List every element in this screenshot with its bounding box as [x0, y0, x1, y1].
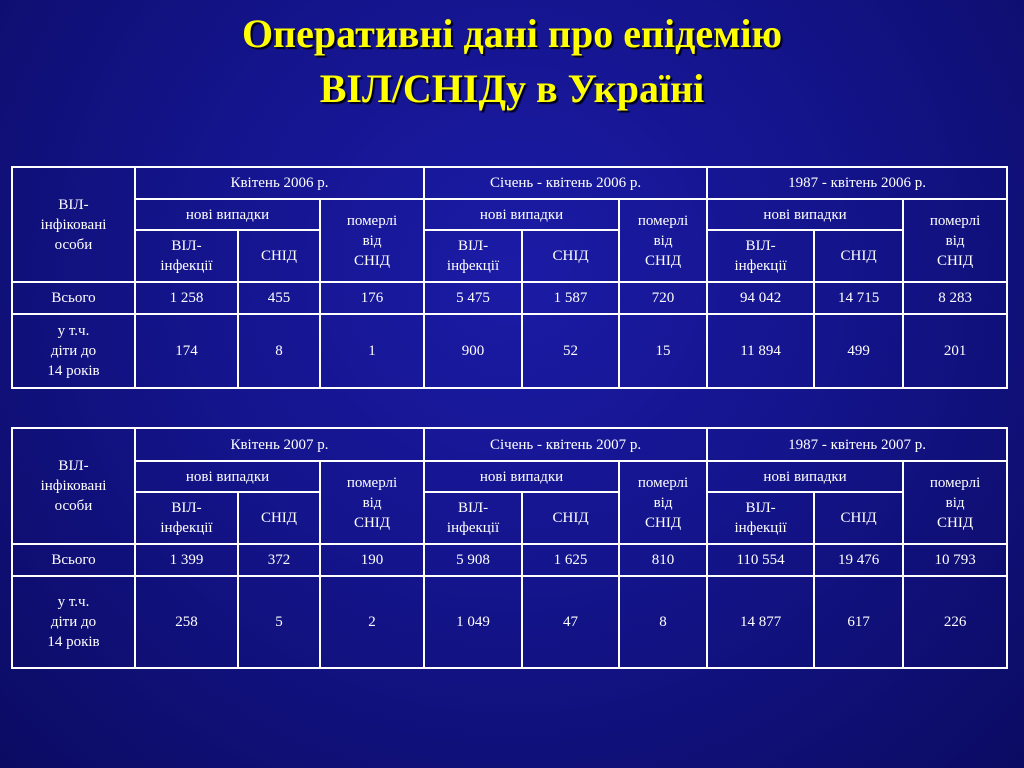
died-line: померлі: [346, 474, 398, 491]
period-header: Квітень 2007 р.: [135, 428, 424, 461]
hiv-line: ВІЛ-: [457, 238, 489, 254]
title-line-1: Оперативні дані про епідемію: [241, 11, 783, 56]
subcategory-header-row: [12, 492, 1007, 544]
total-row: [12, 544, 1007, 576]
row-header-line: інфіковані: [40, 216, 107, 233]
hiv-line: інфекції: [446, 520, 500, 536]
period-header: 1987 - квітень 2006 р.: [707, 167, 1007, 199]
children-line: 14 років: [47, 634, 100, 650]
data-cell: 8: [619, 576, 707, 668]
died-line: від: [362, 494, 382, 511]
aids-header: СНІД: [238, 492, 320, 544]
children-line: діти до: [50, 343, 97, 359]
hiv-header: [424, 492, 522, 544]
category-header-row: [12, 199, 1007, 230]
died-aids-header: [619, 199, 707, 282]
data-cell: 14 877: [707, 576, 814, 668]
data-cell: 5: [238, 576, 320, 668]
hiv-line: інфекції: [160, 258, 213, 274]
died-line: від: [945, 494, 965, 511]
hiv-line: інфекції: [734, 520, 787, 536]
died-line: від: [653, 232, 673, 249]
data-cell: 617: [814, 576, 903, 668]
data-cell: 2: [320, 576, 424, 668]
period-header: 1987 - квітень 2007 р.: [707, 428, 1007, 461]
died-line: померлі: [929, 212, 981, 229]
data-cell: 47: [522, 576, 619, 668]
data-cell: 94 042: [707, 282, 814, 314]
children-label: [12, 576, 135, 668]
data-cell: 8 283: [903, 282, 1007, 314]
data-cell: 19 476: [814, 544, 903, 576]
period-header-row: [12, 167, 1007, 199]
died-line: від: [945, 232, 965, 249]
data-cell: 372: [238, 544, 320, 576]
hiv-header: [135, 492, 238, 544]
died-aids-header: [320, 461, 424, 544]
new-cases-header: нові випадки: [135, 199, 320, 230]
total-label: Всього: [12, 282, 135, 314]
died-line: СНІД: [645, 252, 682, 269]
category-header-row: [12, 461, 1007, 492]
hiv-header: [707, 492, 814, 544]
children-line: у т.ч.: [57, 594, 90, 610]
data-cell: 176: [320, 282, 424, 314]
children-line: у т.ч.: [57, 323, 90, 339]
data-cell: 8: [238, 314, 320, 388]
row-header-line: ВІЛ-: [58, 196, 89, 213]
row-header-line: інфіковані: [40, 478, 107, 494]
new-cases-header: нові випадки: [424, 461, 619, 492]
row-header-line: особи: [54, 236, 93, 253]
period-header: Січень - квітень 2007 р.: [424, 428, 707, 461]
total-label: Всього: [12, 544, 135, 576]
children-line: діти до: [50, 614, 97, 630]
died-line: померлі: [637, 212, 689, 229]
data-cell: 52: [522, 314, 619, 388]
aids-header: СНІД: [814, 230, 903, 282]
data-cell: 226: [903, 576, 1007, 668]
new-cases-header: нові випадки: [707, 461, 903, 492]
data-cell: 15: [619, 314, 707, 388]
died-aids-header: [619, 461, 707, 544]
hiv-line: ВІЛ-: [745, 500, 776, 516]
died-line: від: [653, 494, 673, 511]
data-cell: 900: [424, 314, 522, 388]
aids-header: СНІД: [522, 230, 619, 282]
data-cell: 5 908: [424, 544, 522, 576]
period-header: Квітень 2006 р.: [135, 167, 424, 199]
data-cell: 110 554: [707, 544, 814, 576]
died-line: СНІД: [353, 514, 391, 531]
data-cell: 190: [320, 544, 424, 576]
data-cell: 14 715: [814, 282, 903, 314]
data-cell: 455: [238, 282, 320, 314]
title-line-2: ВІЛ/СНІДу в Україні: [319, 66, 705, 111]
hiv-line: ВІЛ-: [745, 238, 776, 254]
hiv-line: ВІЛ-: [457, 500, 489, 516]
data-cell: 201: [903, 314, 1007, 388]
hiv-line: ВІЛ-: [171, 238, 202, 254]
data-cell: 1 049: [424, 576, 522, 668]
data-cell: 258: [135, 576, 238, 668]
new-cases-header: нові випадки: [707, 199, 903, 230]
data-cell: 720: [619, 282, 707, 314]
hiv-line: інфекції: [446, 258, 500, 274]
died-line: СНІД: [645, 514, 682, 531]
data-cell: 810: [619, 544, 707, 576]
row-header-cell: [12, 167, 135, 282]
hiv-line: інфекції: [160, 520, 213, 536]
data-cell: 11 894: [707, 314, 814, 388]
row-header-line: ВІЛ-: [58, 458, 89, 474]
children-label: [12, 314, 135, 388]
data-cell: 499: [814, 314, 903, 388]
period-header: Січень - квітень 2006 р.: [424, 167, 707, 199]
stats-table-2007: [11, 427, 1008, 669]
data-cell: 174: [135, 314, 238, 388]
children-line: 14 років: [47, 363, 100, 379]
aids-header: СНІД: [814, 492, 903, 544]
died-line: від: [362, 232, 382, 249]
page-title: [0, 6, 1024, 116]
new-cases-header: нові випадки: [135, 461, 320, 492]
new-cases-header: нові випадки: [424, 199, 619, 230]
row-header-cell: [12, 428, 135, 544]
data-cell: 1 625: [522, 544, 619, 576]
children-row: [12, 576, 1007, 668]
died-line: померлі: [929, 474, 981, 491]
total-row: [12, 282, 1007, 314]
aids-header: СНІД: [522, 492, 619, 544]
aids-header: СНІД: [238, 230, 320, 282]
data-cell: 10 793: [903, 544, 1007, 576]
hiv-header: [707, 230, 814, 282]
died-line: померлі: [346, 212, 398, 229]
died-aids-header: [903, 461, 1007, 544]
died-line: померлі: [637, 474, 689, 491]
period-header-row: [12, 428, 1007, 461]
children-row: [12, 314, 1007, 388]
hiv-header: [424, 230, 522, 282]
died-line: СНІД: [937, 514, 974, 531]
hiv-header: [135, 230, 238, 282]
subcategory-header-row: [12, 230, 1007, 282]
died-aids-header: [320, 199, 424, 282]
data-cell: 1 587: [522, 282, 619, 314]
data-cell: 1 399: [135, 544, 238, 576]
data-cell: 5 475: [424, 282, 522, 314]
died-line: СНІД: [937, 252, 974, 269]
hiv-line: ВІЛ-: [171, 500, 202, 516]
row-header-line: особи: [54, 498, 93, 514]
data-cell: 1 258: [135, 282, 238, 314]
died-aids-header: [903, 199, 1007, 282]
stats-table-2006: [11, 166, 1008, 389]
data-cell: 1: [320, 314, 424, 388]
died-line: СНІД: [353, 252, 391, 269]
hiv-line: інфекції: [734, 258, 787, 274]
